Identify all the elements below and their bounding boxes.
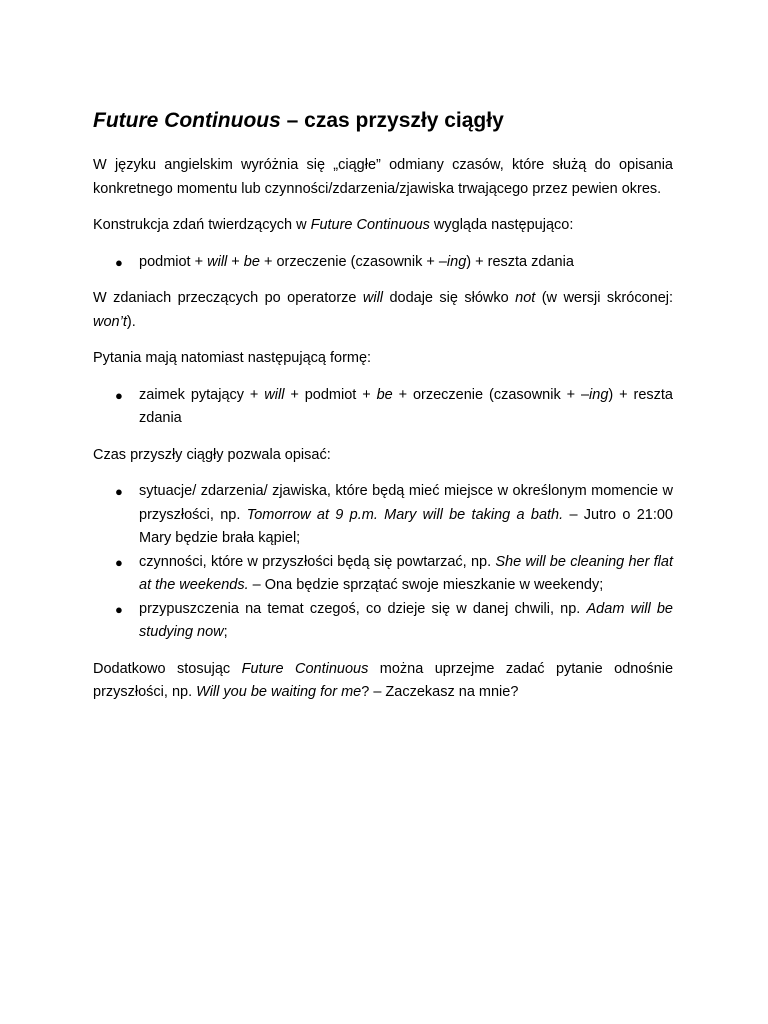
affirmative-formula-list xyxy=(93,251,673,275)
text-run: + xyxy=(227,253,244,270)
list-item xyxy=(93,251,673,275)
text-run: Dodatkowo stosując xyxy=(93,660,242,677)
text-run: ? – Zaczekasz na mnie? xyxy=(361,684,519,700)
text-run: + orzeczenie (czasownik + – xyxy=(392,386,590,403)
uses-list xyxy=(93,480,673,645)
text-run-italic: Tomorrow at 9 p.m. Mary will be taking a bath. xyxy=(246,506,564,523)
text-run: można uprzejme zadać pytanie odnośnie przyszłości, np. xyxy=(93,660,674,700)
document-title xyxy=(93,105,673,137)
text-run-italic: be xyxy=(376,386,393,403)
list-item xyxy=(93,551,673,598)
text-run-italic: Will you be waiting for me xyxy=(196,684,362,700)
text-run: sytuacje/ zdarzenia/ zjawiska, które będą mieć miejsce w określonym momencie w przyszłości, np. xyxy=(139,483,673,523)
closing-paragraph xyxy=(93,658,673,705)
affirmative-paragraph xyxy=(93,214,673,238)
negative-paragraph xyxy=(93,287,673,334)
text-run-italic: ing xyxy=(589,386,609,403)
text-run: ) + reszta zdania xyxy=(139,386,673,426)
bullet-icon: ● xyxy=(115,254,123,270)
list-item xyxy=(93,384,673,431)
text-run: dodaje się słówko xyxy=(383,290,516,306)
text-run-italic: will xyxy=(264,386,285,403)
text-run: + podmiot + xyxy=(284,386,377,403)
text-run: ; xyxy=(223,624,228,640)
questions-intro-paragraph: Pytania mają natomiast następującą formę: xyxy=(93,350,372,366)
intro-paragraph: W języku angielskim wyróżnia się „ciągłe” odmiany czasów, które służą do opisania konkretnego momentu lub czynności/zdarzenia/zjawiska trwającego przez pewien okres. xyxy=(93,157,673,197)
text-run: – Ona będzie sprzątać swoje mieszkanie w weekendy; xyxy=(248,577,604,593)
text-run-italic: will xyxy=(207,253,228,270)
title-rest: – czas przyszły ciągły xyxy=(280,109,504,132)
text-run: Konstrukcja zdań twierdzących w xyxy=(93,217,311,233)
title-italic: Future Continuous xyxy=(93,109,281,132)
text-run: W zdaniach przeczących po operatorze xyxy=(93,290,363,306)
text-run-italic: be xyxy=(243,253,260,270)
document-page xyxy=(93,105,673,718)
text-run-italic: She will be cleaning her flat at the weekends. xyxy=(139,553,674,593)
list-item xyxy=(93,480,673,551)
text-run-italic: won’t xyxy=(93,313,127,330)
text-run: czynności, które w przyszłości będą się powtarzać, np. xyxy=(139,553,496,570)
text-run: podmiot + xyxy=(139,253,208,270)
text-run: wygląda następująco: xyxy=(429,217,574,233)
text-run-italic: Future Continuous xyxy=(310,217,430,233)
text-run: ) + reszta zdania xyxy=(466,253,574,270)
bullet-icon: ● xyxy=(115,387,123,403)
text-run: zaimek pytający + xyxy=(139,386,265,403)
text-run-italic: will xyxy=(362,290,384,306)
list-item xyxy=(93,598,673,645)
text-run: + orzeczenie (czasownik + – xyxy=(259,253,447,270)
text-run-italic: ing xyxy=(446,253,467,270)
text-run-italic: Adam will be studying now xyxy=(139,600,674,640)
text-run-italic: not xyxy=(515,290,536,306)
uses-intro-paragraph: Czas przyszły ciągły pozwala opisać: xyxy=(93,446,331,463)
bullet-icon: ● xyxy=(115,601,123,617)
text-run: – Jutro o 21:00 Mary będzie brała kąpiel; xyxy=(139,506,673,546)
text-run: ). xyxy=(126,313,136,330)
text-run: przypuszczenia na temat czegoś, co dzieje się w danej chwili, np. xyxy=(139,600,587,617)
text-run: (w wersji skróconej: xyxy=(535,290,674,306)
text-run-italic: Future Continuous xyxy=(241,660,369,677)
bullet-icon: ● xyxy=(115,484,123,499)
bullet-icon: ● xyxy=(115,554,123,570)
question-formula-list xyxy=(93,384,673,431)
